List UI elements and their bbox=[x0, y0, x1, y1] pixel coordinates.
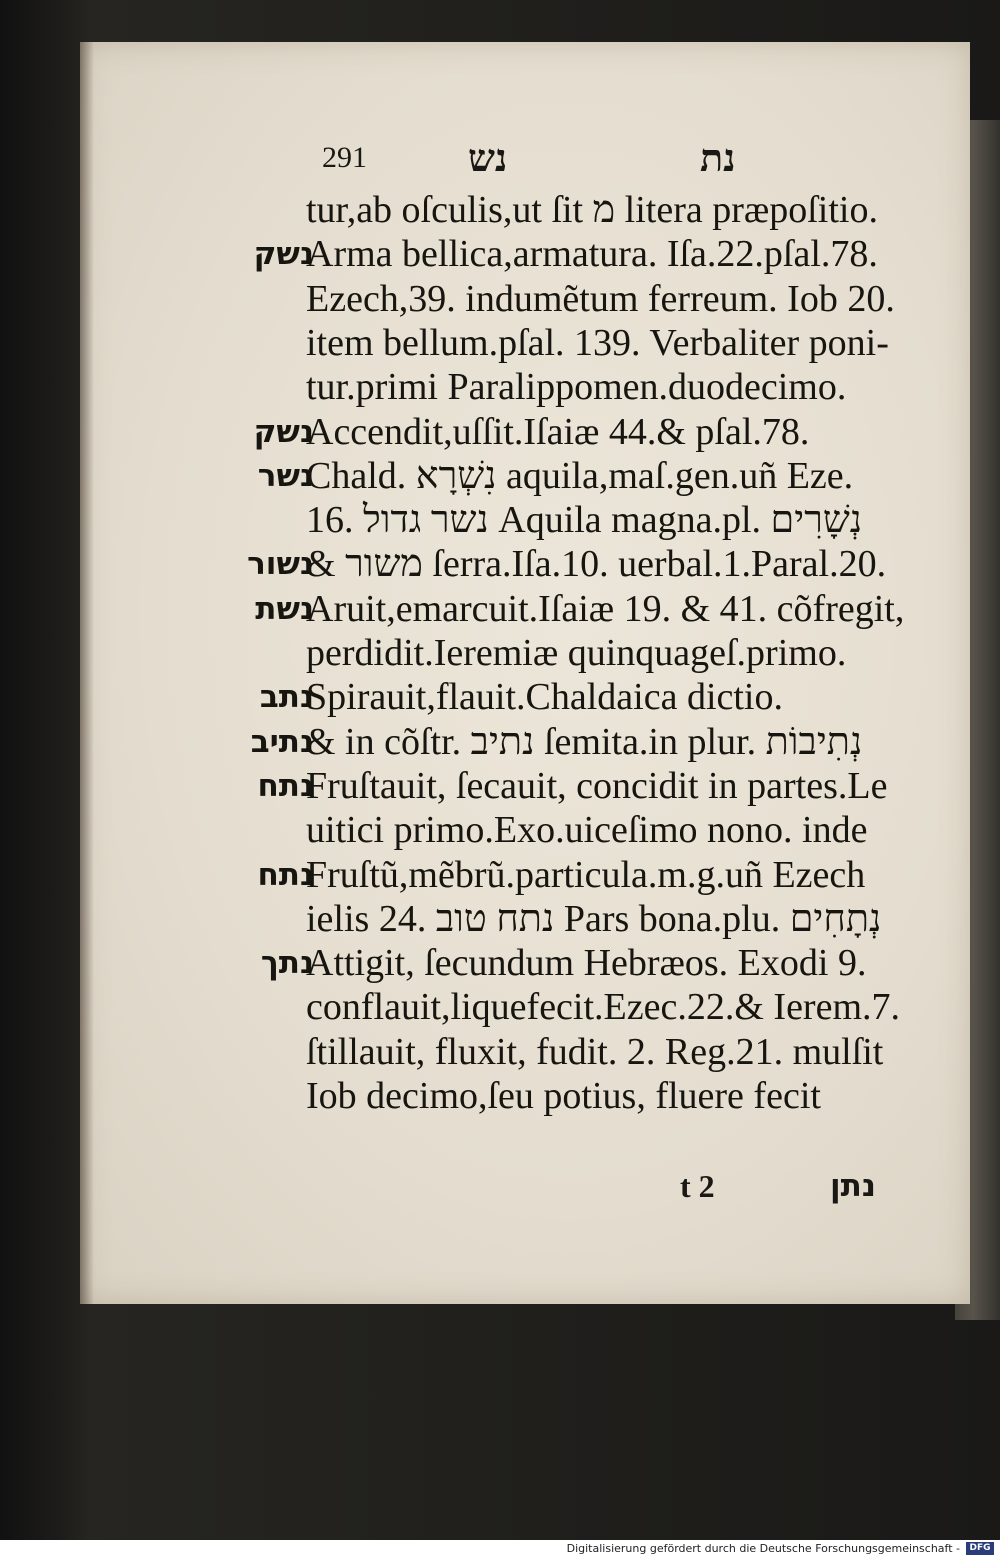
hebrew-headword: נשר bbox=[257, 458, 314, 494]
text-line bbox=[0, 277, 1000, 321]
line-text: tur.primi Paralippomen.duodecimo. bbox=[306, 366, 847, 408]
line-text: conflauit,liquefecit.Ezec.22.& Ierem.7. bbox=[306, 986, 901, 1028]
hebrew-headword: נתח bbox=[257, 768, 314, 804]
line-text: Chald. נִשְׁרָא aquila,maſ.gen.uñ Eze. bbox=[306, 455, 854, 497]
text-line bbox=[0, 808, 1000, 852]
text-line bbox=[0, 720, 1000, 764]
line-text: uitici primo.Exo.uiceſimo nono. inde bbox=[306, 809, 868, 851]
text-line bbox=[0, 985, 1000, 1029]
footer-credit: Digitalisierung gefördert durch die Deutsche Forschungsgemeinschaft - bbox=[566, 1542, 960, 1555]
text-line bbox=[0, 232, 1000, 276]
text-line bbox=[0, 853, 1000, 897]
hebrew-headword: נשור bbox=[247, 546, 314, 582]
text-line bbox=[0, 321, 1000, 365]
text-line bbox=[0, 764, 1000, 808]
line-text: 16. נשר גדול Aquila magna.pl. נְשָׁרִים bbox=[306, 499, 863, 541]
line-text: Ezech,39. indumẽtum ferreum. Iob 20. bbox=[306, 278, 895, 320]
text-line bbox=[0, 188, 1000, 232]
hebrew-headword: נשת bbox=[255, 591, 314, 627]
page-header bbox=[0, 135, 1000, 185]
text-line bbox=[0, 410, 1000, 454]
line-text: & in cõſtr. נתיב ſemita.in plur. נְתִיבוֹת bbox=[306, 721, 863, 763]
hebrew-headword: נשק bbox=[253, 414, 314, 450]
page-number: 291 bbox=[322, 141, 367, 174]
text-line bbox=[0, 941, 1000, 985]
text-line bbox=[0, 365, 1000, 409]
text-line bbox=[0, 1030, 1000, 1074]
text-line bbox=[0, 542, 1000, 586]
digitization-footer bbox=[0, 1540, 1000, 1558]
catchword: נתן bbox=[830, 1168, 876, 1204]
text-line bbox=[0, 1074, 1000, 1118]
line-text: Spirauit,flauit.Chaldaica dictio. bbox=[306, 676, 783, 718]
line-text: item bellum.pſal. 139. Verbaliter poni- bbox=[306, 322, 889, 364]
hebrew-headword: נתב bbox=[259, 679, 314, 715]
line-text: Accendit,uſſit.Iſaiæ 44.& pſal.78. bbox=[306, 411, 810, 453]
dfg-logo: DFG bbox=[966, 1542, 994, 1555]
line-text: ielis 24. נתח טוב Pars bona.plu. נְתָחִים bbox=[306, 898, 882, 940]
line-text: Arma bellica,armatura. Iſa.22.pſal.78. bbox=[306, 233, 878, 275]
hebrew-headword: נתיב bbox=[250, 724, 314, 760]
line-text: Aruit,emarcuit.Iſaiæ 19. & 41. cõfregit, bbox=[306, 588, 905, 630]
text-line bbox=[0, 631, 1000, 675]
line-text: perdidit.Ieremiæ quinquageſ.primo. bbox=[306, 632, 847, 674]
text-line bbox=[0, 675, 1000, 719]
line-text: & משור ſerra.Iſa.10. uerbal.1.Paral.20. bbox=[306, 543, 887, 585]
text-line bbox=[0, 454, 1000, 498]
line-text: ſtillauit, fluxit, fudit. 2. Reg.21. mulſit bbox=[306, 1031, 884, 1073]
line-text: Fruſtauit, ſecauit, concidit in partes.Le bbox=[306, 765, 888, 807]
hebrew-headword: נשק bbox=[253, 236, 314, 272]
line-text: tur,ab oſculis,ut ſit מ litera præpoſitio. bbox=[306, 189, 878, 231]
line-text: Fruſtũ,mẽbrũ.particula.m.g.uñ Ezech bbox=[306, 854, 866, 896]
line-text: Attigit, ſecundum Hebræos. Exodi 9. bbox=[306, 942, 867, 984]
running-head-left: נש bbox=[468, 135, 508, 180]
page-foot bbox=[0, 1168, 1000, 1208]
signature-mark: t 2 bbox=[680, 1168, 715, 1204]
line-text: Iob decimo,ſeu potius, fluere fecit bbox=[306, 1075, 821, 1117]
hebrew-headword: נתך bbox=[260, 945, 314, 981]
text-line bbox=[0, 897, 1000, 941]
text-line bbox=[0, 498, 1000, 542]
hebrew-headword: נתח bbox=[257, 857, 314, 893]
running-head-right: נת bbox=[700, 135, 736, 180]
text-line bbox=[0, 587, 1000, 631]
